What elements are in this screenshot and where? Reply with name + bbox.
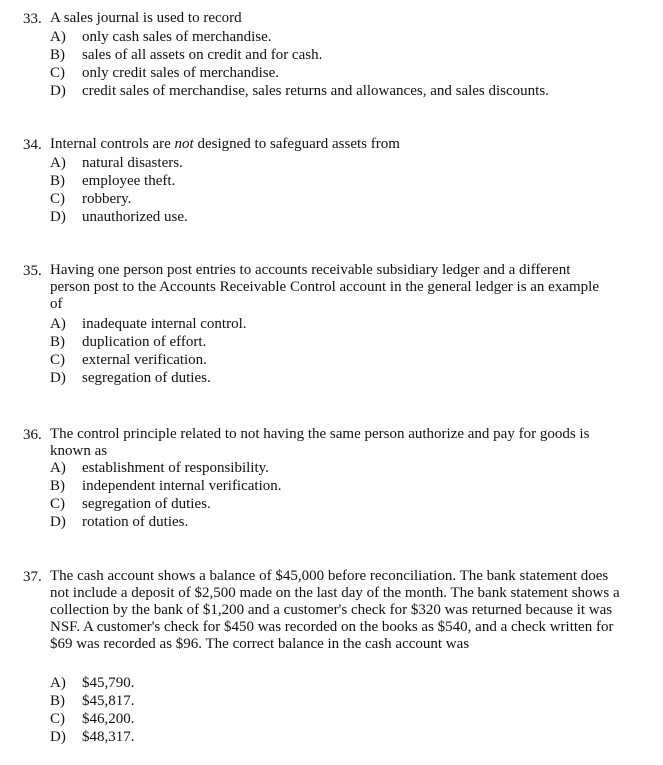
- choice-letter: C): [50, 352, 65, 368]
- choice-text: segregation of duties.: [82, 370, 211, 386]
- choice-text: robbery.: [82, 191, 132, 207]
- question-stem: Having one person post entries to accounts receivable subsidiary ledger and a different person post to the Accounts Receivable Control account in the general ledger is an example of: [50, 262, 599, 312]
- choice-text: $45,817.: [82, 693, 135, 709]
- answer-choice-c: [50, 710, 135, 728]
- question-stem: The control principle related to not having the same person authorize and pay for goods is known as: [50, 426, 590, 459]
- stem-text-after: designed to safeguard assets from: [193, 136, 400, 152]
- answer-choice-d: [50, 82, 549, 100]
- choice-letter: C): [50, 496, 65, 512]
- choice-letter: C): [50, 711, 65, 727]
- choice-letter: A): [50, 29, 66, 45]
- choice-letter: A): [50, 155, 66, 171]
- choice-text: duplication of effort.: [82, 334, 207, 350]
- choice-letter: A): [50, 460, 66, 476]
- answer-choice-c: [50, 64, 549, 82]
- choice-letter: A): [50, 316, 66, 332]
- choice-text: $48,317.: [82, 729, 135, 745]
- answer-choice-d: [50, 728, 135, 746]
- choice-text: credit sales of merchandise, sales returns and allowances, and sales discounts.: [82, 83, 549, 99]
- answer-choice-b: [50, 477, 282, 495]
- choice-letter: D): [50, 729, 66, 745]
- choice-letter: D): [50, 370, 66, 386]
- choice-letter: D): [50, 514, 66, 530]
- answer-choices: [50, 674, 135, 746]
- choice-text: external verification.: [82, 352, 207, 368]
- choice-text: only credit sales of merchandise.: [82, 65, 280, 81]
- question-number: 33.: [23, 11, 42, 27]
- question-stem: A sales journal is used to record: [50, 10, 242, 26]
- question-stem: The cash account shows a balance of $45,000 before reconciliation. The bank statement does not include a deposit of $2,500 made on the last day of the month. The bank statement shows a collection by the bank of $1,200 and a customer's check for $320 was returned because it was NSF. A customer's check for $450 was recorded on the books as $540, and a check written for $69 was recorded as $96. The correct balance in the cash account was: [50, 568, 620, 652]
- question-number: 35.: [23, 263, 42, 279]
- choice-text: rotation of duties.: [82, 514, 189, 530]
- choice-letter: A): [50, 675, 66, 691]
- choice-letter: C): [50, 65, 65, 81]
- choice-letter: D): [50, 209, 66, 225]
- answer-choice-c: [50, 351, 247, 369]
- choice-text: unauthorized use.: [82, 209, 188, 225]
- answer-choice-b: [50, 333, 247, 351]
- choice-text: segregation of duties.: [82, 496, 211, 512]
- choice-letter: B): [50, 173, 65, 189]
- choice-text: independent internal verification.: [82, 478, 282, 494]
- choice-letter: D): [50, 83, 66, 99]
- answer-choices: [50, 315, 247, 387]
- stem-emphasis: not: [174, 136, 194, 152]
- answer-choice-b: [50, 172, 188, 190]
- choice-text: sales of all assets on credit and for cash.: [82, 47, 323, 63]
- choice-text: $45,790.: [82, 675, 135, 691]
- answer-choice-d: [50, 513, 282, 531]
- answer-choices: [50, 459, 282, 531]
- answer-choice-c: [50, 190, 188, 208]
- answer-choice-a: [50, 459, 282, 477]
- choice-letter: B): [50, 47, 65, 63]
- choice-letter: B): [50, 478, 65, 494]
- stem-text-before: Internal controls are: [50, 136, 175, 152]
- choice-text: establishment of responsibility.: [82, 460, 269, 476]
- choice-letter: C): [50, 191, 65, 207]
- answer-choice-a: [50, 674, 135, 692]
- answer-choice-b: [50, 46, 549, 64]
- choice-text: inadequate internal control.: [82, 316, 247, 332]
- answer-choice-c: [50, 495, 282, 513]
- choice-letter: B): [50, 693, 65, 709]
- answer-choice-a: [50, 154, 188, 172]
- answer-choice-a: [50, 315, 247, 333]
- choice-letter: B): [50, 334, 65, 350]
- choice-text: $46,200.: [82, 711, 135, 727]
- question-stem: [50, 136, 620, 153]
- choice-text: only cash sales of merchandise.: [82, 29, 272, 45]
- choice-text: natural disasters.: [82, 155, 183, 171]
- question-number: 36.: [23, 427, 42, 443]
- answer-choices: [50, 154, 188, 226]
- answer-choice-b: [50, 692, 135, 710]
- question-number: 34.: [23, 137, 42, 153]
- answer-choices: [50, 28, 549, 100]
- answer-choice-d: [50, 369, 247, 387]
- answer-choice-d: [50, 208, 188, 226]
- question-number: 37.: [23, 569, 42, 585]
- answer-choice-a: [50, 28, 549, 46]
- choice-text: employee theft.: [82, 173, 176, 189]
